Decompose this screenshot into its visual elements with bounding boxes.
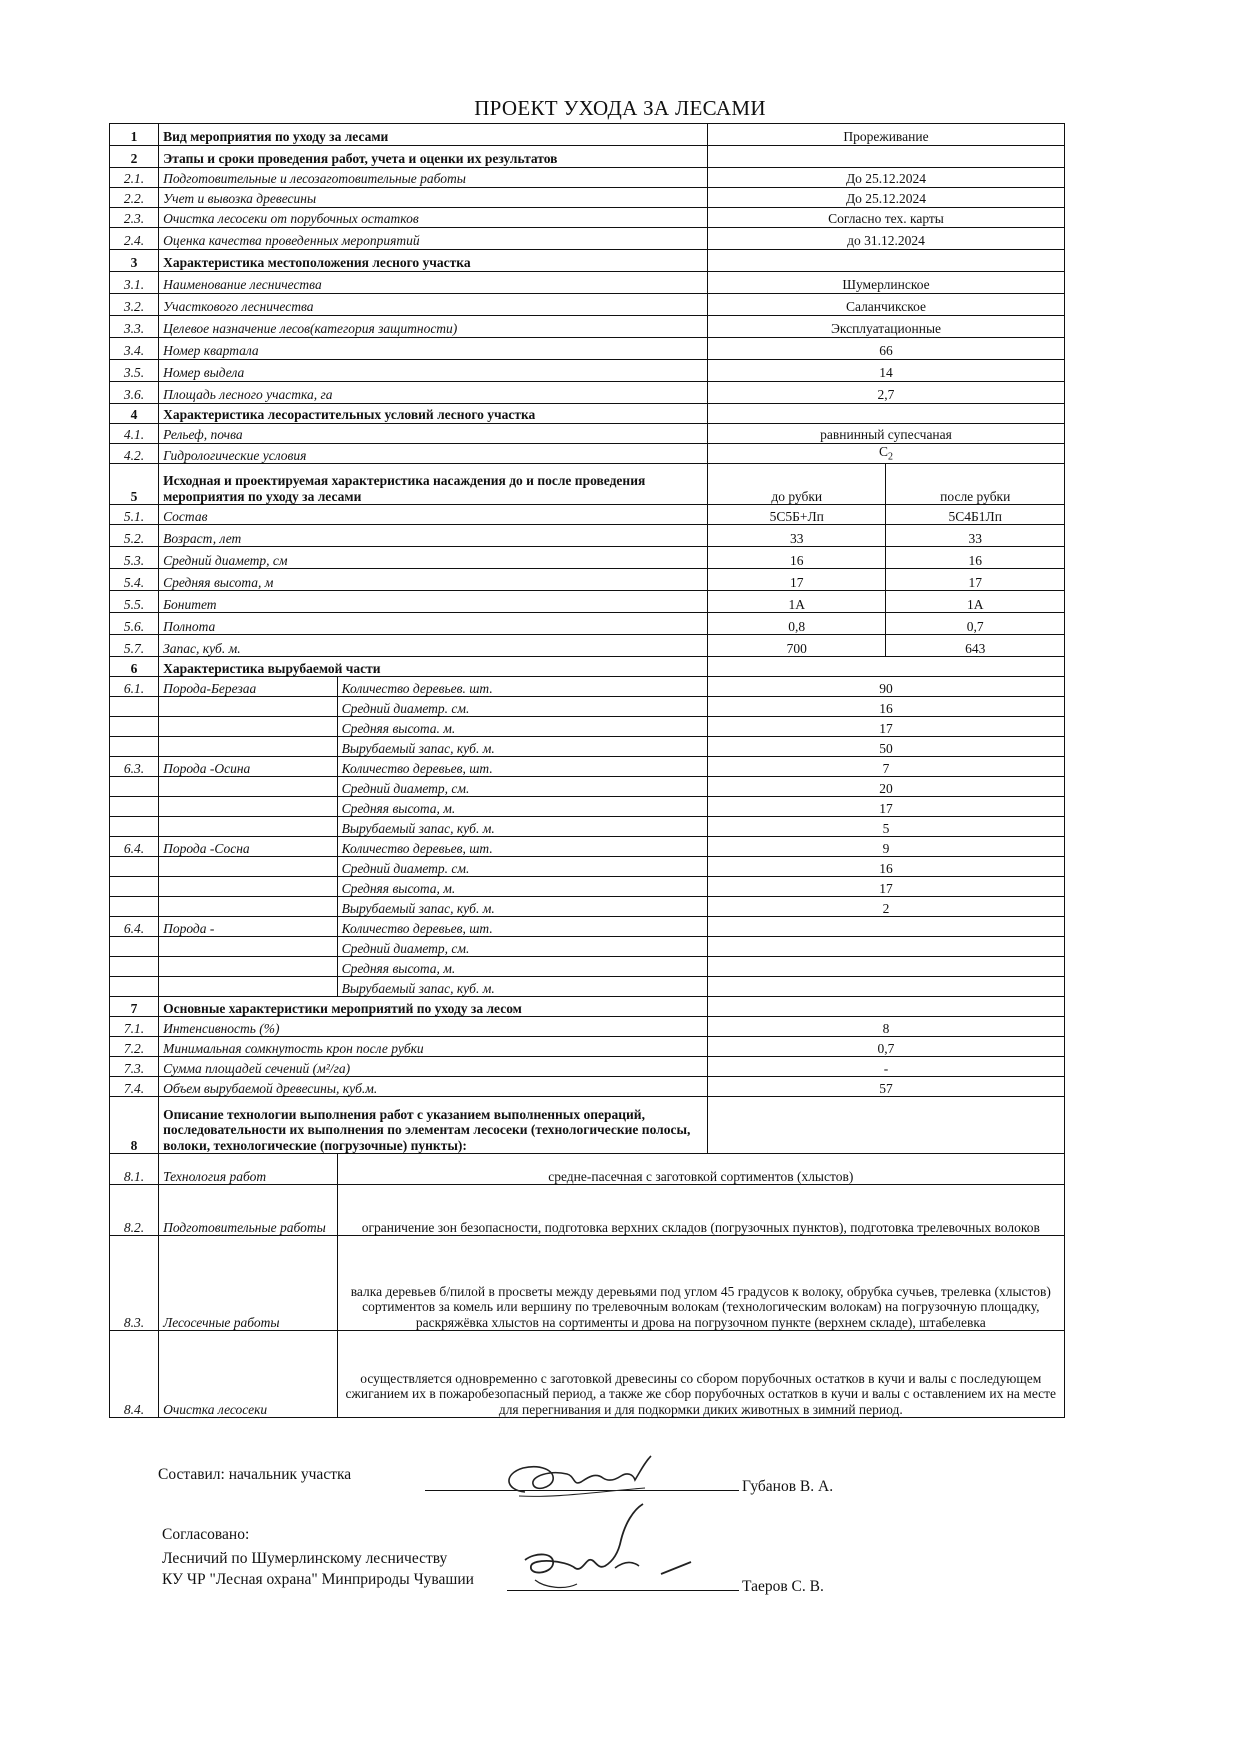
species-param-label: Количество деревьев, шт.: [337, 917, 707, 937]
species-name: [159, 877, 338, 897]
species-param-label: Средний диаметр, см.: [337, 937, 707, 957]
species-row: [110, 677, 1065, 697]
species-num: [110, 877, 159, 897]
species-param-value: [707, 917, 1064, 937]
row-label: Интенсивность (%): [159, 1017, 708, 1037]
after-value: 16: [886, 547, 1065, 569]
species-num: 6.3.: [110, 757, 159, 777]
species-row: [110, 817, 1065, 837]
species-num: [110, 817, 159, 837]
species-name: [159, 797, 338, 817]
row-label: Возраст, лет: [159, 525, 708, 547]
species-num: [110, 797, 159, 817]
species-param-label: Количество деревьев, шт.: [337, 837, 707, 857]
row-value: 0,7: [707, 1037, 1064, 1057]
section-heading: Характеристика лесорастительных условий лесного участка: [159, 404, 708, 424]
species-param-label: Вырубаемый запас, куб. м.: [337, 897, 707, 917]
species-param-label: Средняя высота, м.: [337, 797, 707, 817]
species-num: [110, 697, 159, 717]
row-num: 4.2.: [110, 444, 159, 464]
species-param-label: Количество деревьев, шт.: [337, 757, 707, 777]
species-param-value: 16: [707, 857, 1064, 877]
species-name: [159, 977, 338, 997]
forest-care-project-table: [109, 123, 1065, 1418]
species-name: [159, 857, 338, 877]
row-value: 66: [707, 338, 1064, 360]
species-param-value: 5: [707, 817, 1064, 837]
species-row: [110, 737, 1065, 757]
species-param-label: Вырубаемый запас, куб. м.: [337, 817, 707, 837]
row-value: ограничение зон безопасности, подготовка верхних складов (погрузочных пунктов), подготовка трелевочных волоков: [337, 1185, 1064, 1236]
row-value: 14: [707, 360, 1064, 382]
species-name: Порода -Сосна: [159, 837, 338, 857]
row-label: Объем вырубаемой древесины, куб.м.: [159, 1077, 708, 1097]
row-label: Рельеф, почва: [159, 424, 708, 444]
row-label: Средняя высота, м: [159, 569, 708, 591]
species-name: [159, 737, 338, 757]
before-value: 16: [707, 547, 886, 569]
row-num: 2.2.: [110, 188, 159, 208]
species-row: [110, 877, 1065, 897]
species-num: 6.4.: [110, 837, 159, 857]
row-value: -: [707, 1057, 1064, 1077]
row-num: 2: [110, 146, 159, 168]
row-label: Минимальная сомкнутость крон после рубки: [159, 1037, 708, 1057]
row-num: 3.2.: [110, 294, 159, 316]
species-name: Порода -: [159, 917, 338, 937]
species-param-label: Средняя высота, м.: [337, 957, 707, 977]
row-value: 2,7: [707, 382, 1064, 404]
row-label: Площадь лесного участка, га: [159, 382, 708, 404]
row-label: Участкового лесничества: [159, 294, 708, 316]
row-num: 5.7.: [110, 635, 159, 657]
row-num: 8.4.: [110, 1331, 159, 1418]
row-label: Номер квартала: [159, 338, 708, 360]
species-num: [110, 777, 159, 797]
composed-name: Губанов В. А.: [742, 1478, 834, 1495]
species-row: [110, 937, 1065, 957]
species-param-value: 9: [707, 837, 1064, 857]
document-title: ПРОЕКТ УХОДА ЗА ЛЕСАМИ: [474, 96, 766, 120]
row-num: 8.1.: [110, 1154, 159, 1185]
row-num: 8: [110, 1097, 159, 1154]
row-num: 5.5.: [110, 591, 159, 613]
row-num: 3: [110, 250, 159, 272]
species-param-value: 17: [707, 797, 1064, 817]
species-param-label: Средний диаметр. см.: [337, 697, 707, 717]
species-num: 6.1.: [110, 677, 159, 697]
section-heading: Основные характеристики мероприятий по уходу за лесом: [159, 997, 708, 1017]
species-num: [110, 717, 159, 737]
species-param-value: 20: [707, 777, 1064, 797]
species-row: [110, 957, 1065, 977]
row-num: 1: [110, 124, 159, 146]
species-num: [110, 977, 159, 997]
row-value: средне-пасечная с заготовкой сортиментов (хлыстов): [337, 1154, 1064, 1185]
species-num: [110, 897, 159, 917]
after-header: после рубки: [886, 464, 1065, 505]
before-header: до рубки: [707, 464, 886, 505]
row-num: 6: [110, 657, 159, 677]
species-name: [159, 817, 338, 837]
row-num: 5.1.: [110, 505, 159, 525]
species-param-label: Средний диаметр. см.: [337, 857, 707, 877]
before-value: 0,8: [707, 613, 886, 635]
species-row: [110, 857, 1065, 877]
species-num: [110, 957, 159, 977]
row-num: 3.4.: [110, 338, 159, 360]
species-param-label: Количество деревьев. шт.: [337, 677, 707, 697]
row-label: Состав: [159, 505, 708, 525]
species-param-label: Средняя высота, м.: [337, 877, 707, 897]
row-value: равнинный супесчаная: [707, 424, 1064, 444]
species-param-value: [707, 937, 1064, 957]
row-value: осуществляется одновременно с заготовкой древесины со сбором порубочных остатков в кучи и валы с последующем сжиганием их в пожаробезопасный период, а также же сбор порубочных остатков в кучи и валы с оставлением их на месте для перегнивания и для подкормки диких животных в зимний период.: [337, 1331, 1064, 1418]
row-label: Очистка лесосеки: [159, 1331, 338, 1418]
species-name: [159, 697, 338, 717]
species-row: [110, 977, 1065, 997]
species-row: [110, 697, 1065, 717]
row-num: 5.6.: [110, 613, 159, 635]
species-row: [110, 717, 1065, 737]
species-param-label: Вырубаемый запас, куб. м.: [337, 737, 707, 757]
row-num: 5.3.: [110, 547, 159, 569]
row-num: 7.4.: [110, 1077, 159, 1097]
species-param-label: Средний диаметр, см.: [337, 777, 707, 797]
row-label: Очистка лесосеки от порубочных остатков: [159, 208, 708, 228]
species-row: [110, 757, 1065, 777]
row-label: Подготовительные работы: [159, 1185, 338, 1236]
row-label: Учет и вывозка древесины: [159, 188, 708, 208]
species-param-value: 17: [707, 717, 1064, 737]
hydro-subscript: 2: [888, 451, 893, 463]
before-value: 5С5Б+Лп: [707, 505, 886, 525]
row-num: 3.5.: [110, 360, 159, 382]
row-label: Целевое назначение лесов(категория защитности): [159, 316, 708, 338]
species-param-label: Средняя высота. м.: [337, 717, 707, 737]
row-num: 3.1.: [110, 272, 159, 294]
row-num: 2.1.: [110, 168, 159, 188]
row-num: 5.4.: [110, 569, 159, 591]
row-value: Согласно тех. карты: [707, 208, 1064, 228]
species-row: [110, 837, 1065, 857]
row-num: 2.3.: [110, 208, 159, 228]
after-value: 17: [886, 569, 1065, 591]
species-row: [110, 897, 1065, 917]
row-value: Эксплуатационные: [707, 316, 1064, 338]
before-value: 33: [707, 525, 886, 547]
section-heading: Характеристика местоположения лесного участка: [159, 250, 708, 272]
section-heading: Характеристика вырубаемой части: [159, 657, 708, 677]
species-name: [159, 717, 338, 737]
row-label: Подготовительные и лесозаготовительные работы: [159, 168, 708, 188]
section-heading: Этапы и сроки проведения работ, учета и оценки их результатов: [159, 146, 708, 168]
row-label: Запас, куб. м.: [159, 635, 708, 657]
species-param-value: 2: [707, 897, 1064, 917]
agreed-line2: КУ ЧР "Лесная охрана" Минприроды Чувашии: [162, 1571, 474, 1588]
row-label: Бонитет: [159, 591, 708, 613]
row-label: Наименование лесничества: [159, 272, 708, 294]
row-value: Шумерлинское: [707, 272, 1064, 294]
after-value: 5С4Б1Лп: [886, 505, 1065, 525]
species-name: [159, 777, 338, 797]
row-value: валка деревьев б/пилой в просветы между деревьями под углом 45 градусов к волоку, обрубка сучьев, трелевка (хлыстов) сортиментов за комель или вершину по трелевочным волокам (технологическим волокам) на погрузочную площадку, раскряжёвка хлыстов на сортименты и дрова на погрузочном пункте (верхнем складе), штабелевка: [337, 1236, 1064, 1331]
row-value: До 25.12.2024: [707, 188, 1064, 208]
row-num: 3.6.: [110, 382, 159, 404]
species-num: [110, 937, 159, 957]
row-value: Прореживание: [707, 124, 1064, 146]
row-num: 4.1.: [110, 424, 159, 444]
row-num: 7.2.: [110, 1037, 159, 1057]
row-label: Полнота: [159, 613, 708, 635]
row-num: 2.4.: [110, 228, 159, 250]
row-label: Номер выдела: [159, 360, 708, 382]
handwritten-signature-taerov: [515, 1500, 715, 1600]
species-name: Порода-Березаа: [159, 677, 338, 697]
species-name: [159, 897, 338, 917]
before-value: 700: [707, 635, 886, 657]
row-num: 7: [110, 997, 159, 1017]
species-param-value: 7: [707, 757, 1064, 777]
row-value: До 25.12.2024: [707, 168, 1064, 188]
agreed-label: Согласовано:: [162, 1526, 250, 1543]
row-value: 8: [707, 1017, 1064, 1037]
row-label: Оценка качества проведенных мероприятий: [159, 228, 708, 250]
species-name: Порода -Осина: [159, 757, 338, 777]
hydro-symbol: С: [878, 444, 888, 459]
section-heading: Описание технологии выполнения работ с указанием выполненных операций, последовательности их выполнения по элементам лесосеки (технологические полосы, волоки, технологические (погрузочные) пункты):: [159, 1097, 708, 1154]
row-label: Лесосечные работы: [159, 1236, 338, 1331]
row-num: 4: [110, 404, 159, 424]
species-num: [110, 737, 159, 757]
species-row: [110, 917, 1065, 937]
row-num: 5: [110, 464, 159, 505]
row-num: 8.3.: [110, 1236, 159, 1331]
species-row: [110, 777, 1065, 797]
before-value: 17: [707, 569, 886, 591]
after-value: 643: [886, 635, 1065, 657]
species-name: [159, 957, 338, 977]
row-num: 7.3.: [110, 1057, 159, 1077]
row-label: Вид мероприятия по уходу за лесами: [159, 124, 708, 146]
species-param-value: 16: [707, 697, 1064, 717]
row-value: Саланчикское: [707, 294, 1064, 316]
species-param-value: 90: [707, 677, 1064, 697]
species-param-value: 50: [707, 737, 1064, 757]
row-num: 3.3.: [110, 316, 159, 338]
row-label: Средний диаметр, см: [159, 547, 708, 569]
handwritten-signature-gubanov: [495, 1452, 665, 1502]
species-param-value: [707, 977, 1064, 997]
section-heading: Исходная и проектируемая характеристика насаждения до и после проведения мероприятия по уходу за лесами: [159, 464, 708, 505]
row-label: Технология работ: [159, 1154, 338, 1185]
after-value: 0,7: [886, 613, 1065, 635]
species-num: 6.4.: [110, 917, 159, 937]
row-num: 5.2.: [110, 525, 159, 547]
row-label: Сумма площадей сечений (м²/га): [159, 1057, 708, 1077]
before-value: 1А: [707, 591, 886, 613]
composed-label: Составил: начальник участка: [158, 1466, 352, 1483]
row-num: 7.1.: [110, 1017, 159, 1037]
row-value: до 31.12.2024: [707, 228, 1064, 250]
species-num: [110, 857, 159, 877]
after-value: 1А: [886, 591, 1065, 613]
after-value: 33: [886, 525, 1065, 547]
row-label: Гидрологические условия: [159, 444, 708, 464]
species-param-value: [707, 957, 1064, 977]
agreed-name: Таеров С. В.: [742, 1578, 824, 1595]
agreed-line1: Лесничий по Шумерлинскому лесничеству: [162, 1550, 448, 1567]
species-param-value: 17: [707, 877, 1064, 897]
species-param-label: Вырубаемый запас, куб. м.: [337, 977, 707, 997]
row-value: [707, 444, 1064, 464]
species-name: [159, 937, 338, 957]
species-section: [110, 677, 1065, 997]
row-num: 8.2.: [110, 1185, 159, 1236]
row-value: 57: [707, 1077, 1064, 1097]
species-row: [110, 797, 1065, 817]
